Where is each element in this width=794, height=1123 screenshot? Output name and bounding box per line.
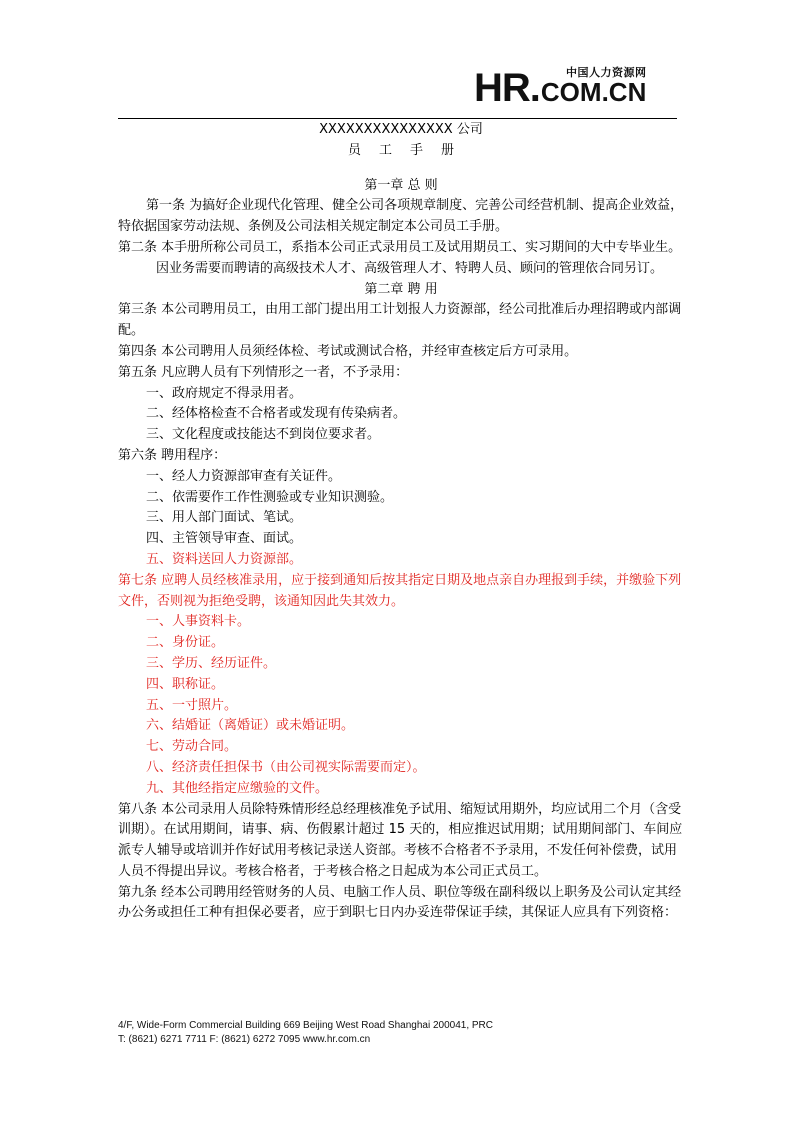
page-footer <box>118 1019 493 1047</box>
article-2-note: 因业务需要而聘请的高级技术人才、高级管理人才、特聘人员、顾问的管理依合同另订。 <box>156 260 664 276</box>
header-divider <box>118 118 677 119</box>
list-item: 一、政府规定不得录用者。 <box>146 385 303 401</box>
list-item-highlighted: 八、经济责任担保书（由公司视实际需要而定）。 <box>146 759 426 775</box>
list-item-highlighted: 四、职称证。 <box>146 676 225 692</box>
article-5: 第五条 凡应聘人员有下列情形之一者，不予录用： <box>118 364 409 380</box>
hr-com-cn-logo <box>474 62 670 110</box>
list-item-highlighted: 一、人事资料卡。 <box>146 614 251 630</box>
list-item: 四、主管领导审查、面试。 <box>146 531 303 547</box>
list-item-highlighted: 二、身份证。 <box>146 635 225 651</box>
list-item-highlighted: 六、结婚证（离婚证）或未婚证明。 <box>146 718 355 734</box>
chapter-1-title: 第一章 总 则 <box>364 177 438 193</box>
article-4: 第四条 本公司聘用人员须经体检、考试或测试合格，并经审查核定后方可录用。 <box>118 343 578 359</box>
list-item-highlighted: 五、资料送回人力资源部。 <box>146 551 303 567</box>
company-name: XXXXXXXXXXXXXXX 公司 <box>319 122 483 137</box>
logo-wordmark: HR.COM.CN <box>474 66 647 110</box>
list-item-highlighted: 九、其他经指定应缴验的文件。 <box>146 780 329 796</box>
list-item-highlighted: 三、学历、经历证件。 <box>146 655 277 671</box>
logo-tagline: 中国人力资源网 <box>566 66 647 79</box>
article-2: 第二条 本手册所称公司员工，系指本公司正式录用员工及试用期员工、实习期间的大中专毕业生。 <box>118 239 682 255</box>
article-9: 第九条 经本公司聘用经管财务的人员、电脑工作人员、职位等级在副科级以上职务及公司认定其经办公务或担任工种有担保必要者，应于到职七日内办妥连带保证手续，其保证人应具有下列资格： <box>118 884 682 921</box>
footer-contact: T: (8621) 6271 7711 F: (8621) 6272 7095 www.hr.com.cn <box>118 1034 371 1045</box>
list-item-highlighted: 五、一寸照片。 <box>146 697 238 713</box>
list-item: 二、经体格检查不合格者或发现有传染病者。 <box>146 406 407 422</box>
list-item: 二、依需要作工作性测验或专业知识测验。 <box>146 489 394 505</box>
chapter-2-title: 第二章 聘 用 <box>364 281 438 297</box>
document-body <box>118 120 684 924</box>
article-7: 第七条 应聘人员经核准录用，应于接到通知后按其指定日期及地点亲自办理报到手续，并缴验下列文件，否则视为拒绝受聘，该通知因此失其效力。 <box>118 572 682 609</box>
article-8: 第八条 本公司录用人员除特殊情形经总经理核准免予试用、缩短试用期外，均应试用二个月（含受训期）。在试用期间，请事、病、伤假累计超过 15 天的，相应推迟试用期；试用期间部门、车间应派专人辅导或培训并作好试用考核记录送人资部。考核不合格者不予录用，不发任何补偿费，试用人员不得提出异议。考核合格者，于考核合格之日起成为本公司正式员工。 <box>118 801 683 879</box>
list-item-highlighted: 七、劳动合同。 <box>146 739 238 755</box>
article-3: 第三条 本公司聘用员工，由用工部门提出用工计划报人力资源部，经公司批准后办理招聘或内部调配。 <box>118 302 682 339</box>
footer-address: 4/F, Wide-Form Commercial Building 669 Beijing West Road Shanghai 200041, PRC <box>118 1020 493 1031</box>
article-1: 第一条 为搞好企业现代化管理、健全公司各项规章制度、完善公司经营机制、提高企业效益，特依据国家劳动法规、条例及公司法相关规定制定本公司员工手册。 <box>118 198 684 235</box>
list-item: 三、文化程度或技能达不到岗位要求者。 <box>146 427 381 443</box>
list-item: 一、经人力资源部审查有关证件。 <box>146 468 342 484</box>
article-6: 第六条 聘用程序： <box>118 447 227 463</box>
list-item: 三、用人部门面试、笔试。 <box>146 510 303 526</box>
document-title: 员工手册 <box>347 142 472 158</box>
